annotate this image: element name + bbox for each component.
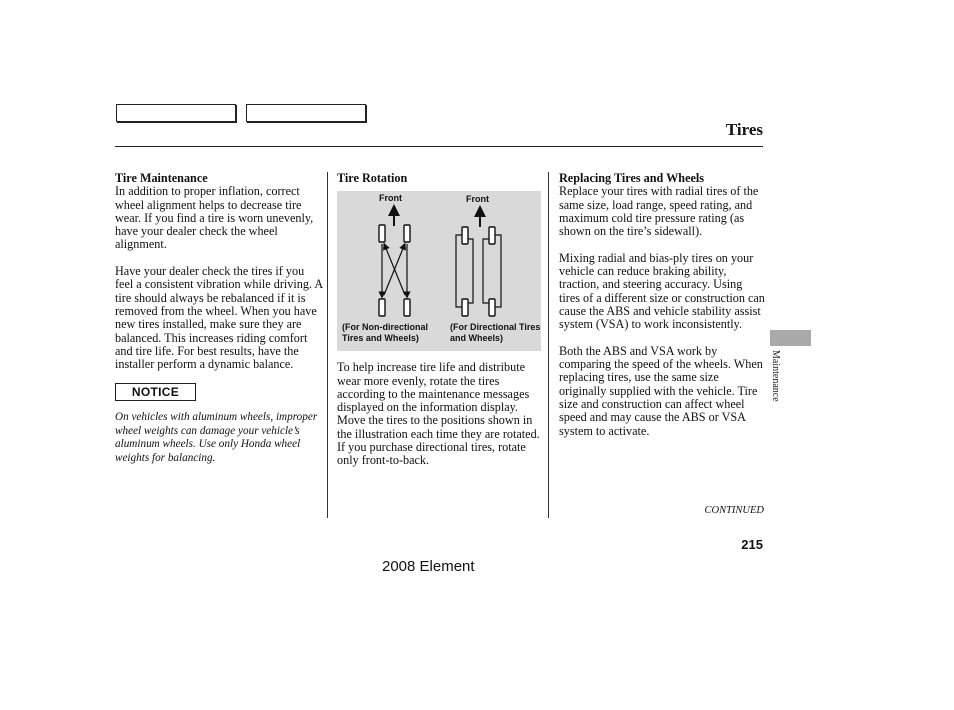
front-label: Front	[379, 193, 402, 204]
tire-rotation-column	[337, 172, 541, 468]
tire-rotation-diagram	[337, 191, 541, 351]
notice-badge: NOTICE	[115, 383, 196, 401]
replacing-tires-heading: Replacing Tires and Wheels	[559, 171, 705, 185]
tire-rotation-paragraph-1: To help increase tire life and distribute wear more evenly, rotate the tires according to the maintenance messages displayed on the information display.	[337, 360, 530, 415]
section-label: Maintenance	[770, 350, 781, 402]
notice-text: On vehicles with aluminum wheels, improper wheel weights can damage your vehicle’s aluminum wheels. Use only Honda wheel weights for balancing.	[115, 411, 318, 464]
column-divider	[548, 172, 549, 518]
directional-tires	[462, 227, 495, 316]
page-number: 215	[741, 537, 763, 552]
tire-maintenance-column	[115, 172, 323, 465]
tire-maintenance-heading: Tire Maintenance	[115, 171, 208, 185]
replacing-tires-column	[559, 172, 765, 438]
cross-rotation-arrows	[382, 244, 407, 295]
replacing-tires-paragraph-2: Mixing radial and bias-ply tires on your vehicle can reduce braking ability, traction, and steering accuracy. Using tires of a different size or construction can cause the ABS and vehicle stability assist system (VSA) to work inconsistently.	[559, 250, 765, 332]
tire-maintenance-paragraph-1: In addition to proper inflation, correct wheel alignment helps to decrease tire wear. If you find a tire is worn unevenly, have your dealer check the wheel alignment.	[115, 184, 314, 252]
tire-maintenance-paragraph-2: Have your dealer check the tires if you feel a consistent vibration while driving. A tire should always be rebalanced if it is removed from the wheel. When you have new tires installed, make sure they are balanced. This increases riding comfort and tire life. For best results, have the installer perform a dynamic balance.	[115, 264, 323, 372]
front-back-rotation-arrows	[456, 235, 501, 307]
front-label: Front	[466, 194, 489, 205]
title-rule	[115, 146, 763, 147]
column-divider	[327, 172, 328, 518]
nav-button-2[interactable]	[246, 104, 366, 122]
replacing-tires-paragraph-3: Both the ABS and VSA work by comparing the speed of the wheels. When replacing tires, use the same size originally supplied with the vehicle. Tire size and construction can affect wheel speed and may cause the ABS or VSA system to activate.	[559, 343, 763, 438]
non-directional-caption: (For Non-directional Tires and Wheels)	[342, 322, 428, 343]
footer-model: 2008 Element	[382, 558, 475, 575]
tire-rotation-heading: Tire Rotation	[337, 171, 408, 185]
directional-caption: (For Directional Tires and Wheels)	[450, 322, 541, 343]
continued-label: CONTINUED	[704, 505, 764, 516]
section-tab	[770, 330, 811, 346]
nav-button-1[interactable]	[116, 104, 236, 122]
tire-rotation-paragraph-2: Move the tires to the positions shown in the illustration each time they are rotated. If you purchase directional tires, rotate only front-to-back.	[337, 413, 540, 468]
page-title: Tires	[725, 120, 763, 139]
replacing-tires-paragraph-1: Replace your tires with radial tires of the same size, load range, speed rating, and maximum cold tire pressure rating (as shown on the tire’s sidewall).	[559, 184, 759, 239]
